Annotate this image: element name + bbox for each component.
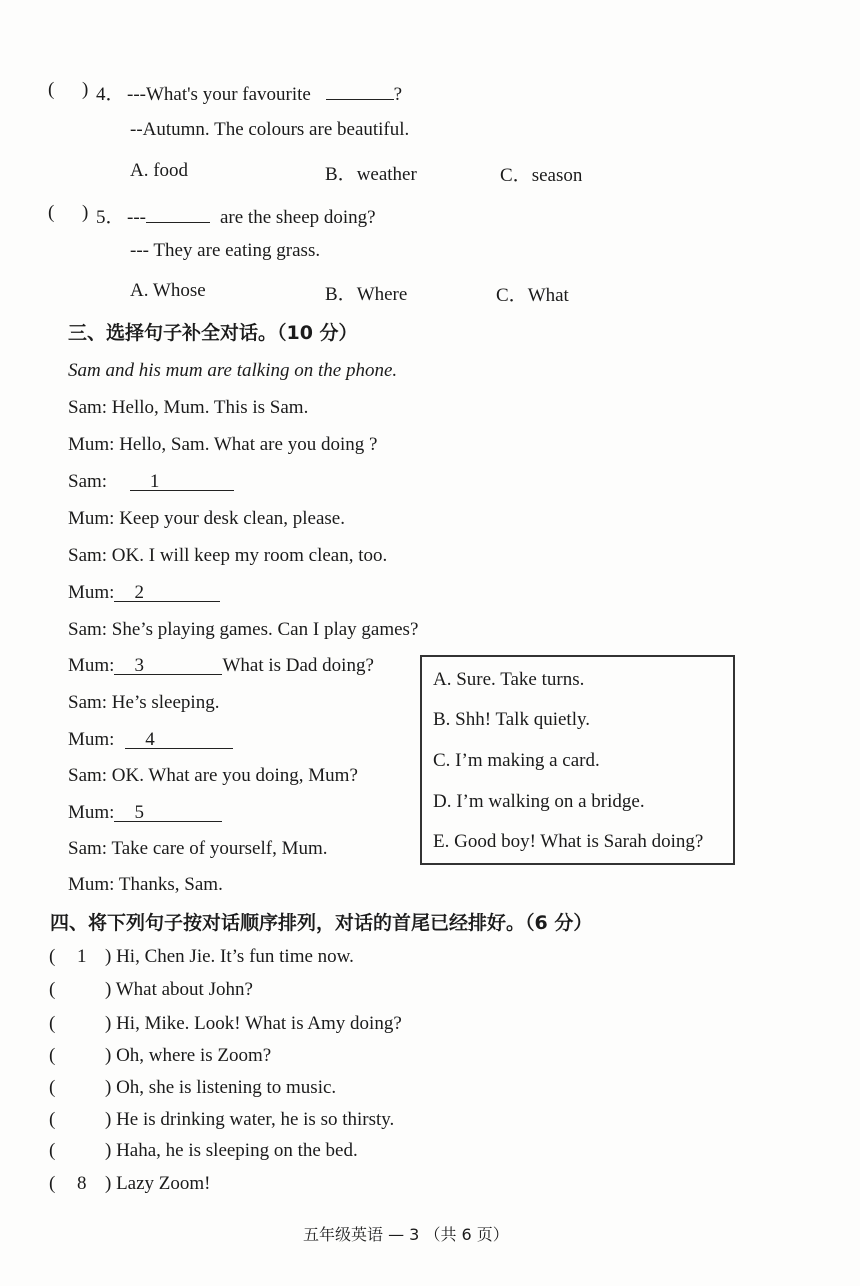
ordering-sentence: ) Lazy Zoom! <box>105 1173 211 1194</box>
ordering-sentence: ) Haha, he is sleeping on the bed. <box>105 1140 358 1161</box>
dialog-line: Sam: Take care of yourself, Mum. <box>68 838 328 859</box>
order-number[interactable]: 1 <box>77 946 87 967</box>
option-c: C．season <box>500 165 583 186</box>
dialog-line: Sam: Hello, Mum. This is Sam. <box>68 397 309 418</box>
question-stem-prefix: --- <box>127 207 146 228</box>
answer-paren-open: ( <box>49 946 56 967</box>
answer-paren-open: ( <box>49 979 56 1000</box>
dialog-line: Sam: 1 <box>68 471 234 493</box>
answer-paren-open: ( <box>48 202 55 223</box>
dialog-line: Mum: 2 <box>68 582 220 604</box>
question-answer: --- They are eating grass. <box>130 240 321 261</box>
question-stem <box>127 202 376 229</box>
question-number: 5． <box>96 207 125 228</box>
option-b: B．weather <box>325 164 417 185</box>
question-stem <box>127 79 402 106</box>
ordering-sentence: ) He is drinking water, he is so thirsty. <box>105 1109 395 1130</box>
answer-paren-open: ( <box>49 1173 56 1194</box>
dialog-line: Sam: OK. I will keep my room clean, too. <box>68 545 388 566</box>
section-title: 三、选择句子补全对话。（10 分） <box>68 322 358 344</box>
question-blank <box>326 79 394 100</box>
question-number: 4． <box>96 84 125 105</box>
ordering-sentence: ) Oh, she is listening to music. <box>105 1077 337 1098</box>
dialog-blank-4: 4 <box>125 729 233 749</box>
order-number[interactable]: 8 <box>77 1173 87 1194</box>
dialog-line: Mum: Hello, Sam. What are you doing ? <box>68 434 378 455</box>
dialog-line: Mum: 5 <box>68 802 222 824</box>
question-stem-suffix: are the sheep doing? <box>219 207 376 228</box>
option-c: C. I’m making a card. <box>433 750 600 771</box>
option-e: E. Good boy! What is Sarah doing? <box>433 831 704 852</box>
option-d: D. I’m walking on a bridge. <box>433 791 645 812</box>
answer-paren-open: ( <box>49 1013 56 1034</box>
ordering-sentence: ) Hi, Chen Jie. It’s fun time now. <box>105 946 354 967</box>
question-stem-suffix: ? <box>393 84 403 105</box>
dialog-blank-5: 5 <box>114 802 222 822</box>
ordering-sentence: ) Oh, where is Zoom? <box>105 1045 272 1066</box>
answer-paren-open: ( <box>48 79 55 100</box>
answer-paren-open: ( <box>49 1045 56 1066</box>
question-answer: --Autumn. The colours are beautiful. <box>130 119 410 140</box>
answer-paren-close: ) <box>82 79 89 100</box>
ordering-sentence: ) Hi, Mike. Look! What is Amy doing? <box>105 1013 402 1034</box>
dialog-blank-1: 1 <box>130 471 234 491</box>
dialog-blank-3: 3 <box>114 655 222 675</box>
page-footer: 五年级英语 — 3 （共 6 页） <box>303 1225 509 1244</box>
question-blank <box>146 202 210 223</box>
dialog-line: Sam: He’s sleeping. <box>68 692 220 713</box>
option-a: A. food <box>130 160 189 181</box>
option-b: B．Where <box>325 284 408 305</box>
answer-paren-close: ) <box>82 202 89 223</box>
question-stem-prefix: ---What's your favourite <box>127 84 311 105</box>
answer-paren-open: ( <box>49 1140 56 1161</box>
dialog-line: Mum: Thanks, Sam. <box>68 874 223 895</box>
answer-paren-open: ( <box>49 1109 56 1130</box>
dialog-intro: Sam and his mum are talking on the phone. <box>68 360 398 381</box>
options-box <box>420 655 735 865</box>
section-title: 四、将下列句子按对话顺序排列，对话的首尾已经排好。（6 分） <box>50 912 593 934</box>
option-c: C．What <box>496 285 569 306</box>
dialog-line: Sam: OK. What are you doing, Mum? <box>68 765 358 786</box>
dialog-blank-2: 2 <box>114 582 220 602</box>
option-a: A. Sure. Take turns. <box>433 669 585 690</box>
option-a: A. Whose <box>130 280 206 301</box>
dialog-line: Sam: She’s playing games. Can I play games? <box>68 619 419 640</box>
ordering-sentence: ) What about John? <box>105 979 253 1000</box>
dialog-line: Mum: 3 What is Dad doing? <box>68 655 374 676</box>
dialog-line: Mum: 4 <box>68 729 233 751</box>
option-b: B. Shh! Talk quietly. <box>433 709 591 730</box>
dialog-line: Mum: Keep your desk clean, please. <box>68 508 345 529</box>
answer-paren-open: ( <box>49 1077 56 1098</box>
